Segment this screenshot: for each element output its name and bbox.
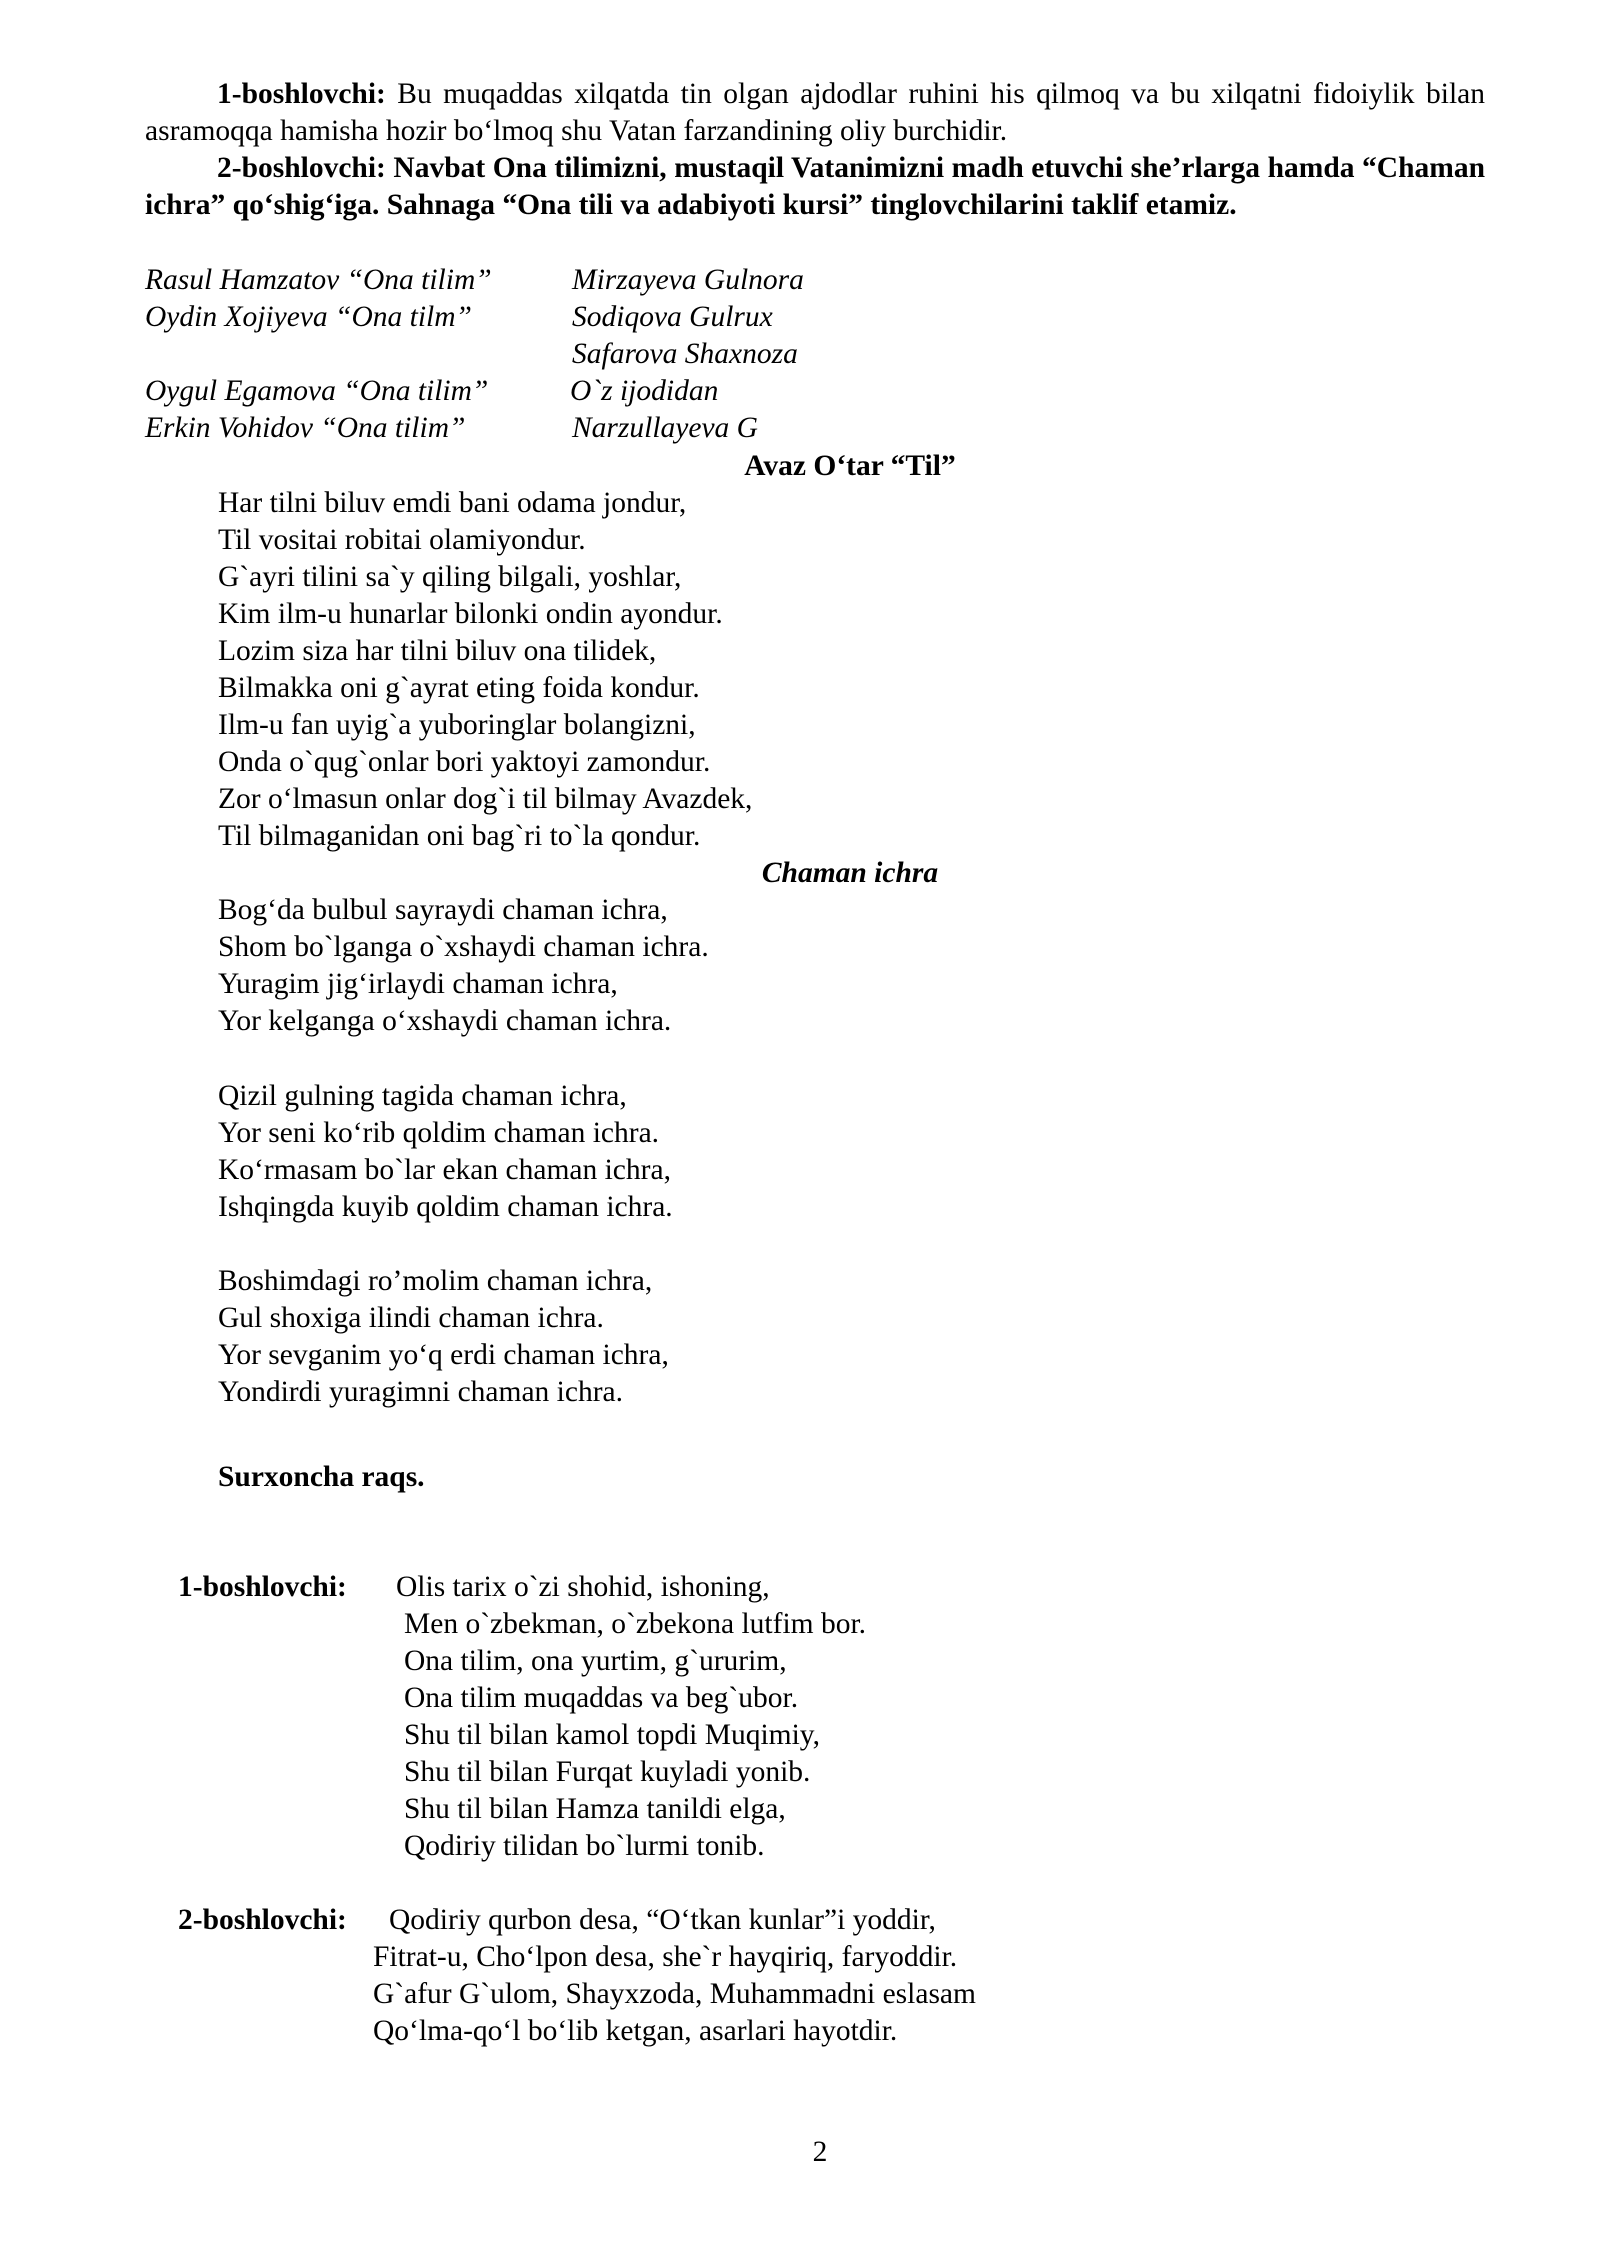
song-line: Bog‘da bulbul sayraydi chaman ichra, (218, 894, 668, 926)
verse-line: G`afur G`ulom, Shayxzoda, Muhammadni eslasam (373, 1978, 976, 2010)
program-poem-2: Oydin Xojiyeva “Ona tilm” (145, 301, 472, 333)
poem-line: Zor o‘lmasun onlar dog`i til bilmay Avazdek, (218, 783, 753, 815)
verse-line: Men o`zbekman, o`zbekona lutfim bor. (404, 1608, 867, 1640)
poem-line: Lozim siza har tilni biluv ona tilidek, (218, 635, 657, 667)
program-poem-5: Erkin Vohidov “Ona tilim” (145, 412, 466, 444)
dance-announcement: Surxoncha raqs. (218, 1461, 425, 1493)
poem-line: Ilm-u fan uyig`a yuboringlar bolangizni, (218, 709, 696, 741)
verse-line: Qo‘lma-qo‘l bo‘lib ketgan, asarlari hayotdir. (373, 2015, 898, 2047)
song-stanza-2 (218, 1078, 673, 1226)
intro-text-1: Bu muqaddas xilqatda tin olgan ajdodlar ruhini his qilmoq va bu xilqatni fidoiylik bilan asramoqqa hamisha hozir bo‘lmoq shu Vatan farzandining oliy burchidir. (145, 78, 1485, 147)
song-line: Boshimdagi ro’molim chaman ichra, (218, 1265, 653, 1297)
host1-label: 1-boshlovchi: (217, 78, 386, 110)
song-line: Yondirdi yuragimni chaman ichra. (218, 1376, 624, 1408)
verse-line: Shu til bilan kamol topdi Muqimiy, (404, 1719, 821, 1751)
song-line: Gul shoxiga ilindi chaman ichra. (218, 1302, 604, 1334)
program-performer-3: Safarova Shaxnoza (572, 338, 798, 370)
verse-line: Shu til bilan Hamza tanildi elga, (404, 1793, 786, 1825)
song-line: Shom bo`lganga o`xshaydi chaman ichra. (218, 931, 709, 963)
verse-line: Olis tarix o`zi shohid, ishoning, (396, 1571, 770, 1603)
poem-line: Kim ilm-u hunarlar bilonki ondin ayondur. (218, 598, 723, 630)
song-line: Qizil gulning tagida chaman ichra, (218, 1080, 627, 1112)
page-number: 2 (812, 2136, 828, 2168)
poem-line: Har tilni biluv emdi bani odama jondur, (218, 487, 687, 519)
verse-line: Qodiriy qurbon desa, “O‘tkan kunlar”i yoddir, (389, 1904, 936, 1936)
program-performer-2: Sodiqova Gulrux (572, 301, 773, 333)
song-stanza-3 (218, 1263, 669, 1411)
verse-line: Ona tilim, ona yurtim, g`ururim, (404, 1645, 787, 1677)
poem-line: Til vositai robitai olamiyondur. (218, 524, 586, 556)
poem-title: Avaz O‘tar “Til” (744, 450, 956, 482)
intro-paragraph-1 (145, 76, 1485, 150)
poem-line: Onda o`qug`onlar bori yaktoyi zamondur. (218, 746, 711, 778)
program-performer-5: Narzullayeva G (572, 412, 758, 444)
poem-lines (218, 485, 752, 855)
host2-verse (373, 1939, 976, 2050)
song-line: Yor sevganim yo‘q erdi chaman ichra, (218, 1339, 669, 1371)
poem-line: Til bilmaganidan oni bag`ri to`la qondur. (218, 820, 701, 852)
program-poem-1: Rasul Hamzatov “Ona tilim” (145, 264, 492, 296)
song-line: Ishqingda kuyib qoldim chaman ichra. (218, 1191, 673, 1223)
poem-line: Bilmakka oni g`ayrat eting foida kondur. (218, 672, 700, 704)
verse-line: Fitrat-u, Cho‘lpon desa, she`r hayqiriq, faryoddir. (373, 1941, 958, 1973)
verse-line: Ona tilim muqaddas va beg`ubor. (404, 1682, 799, 1714)
host1-verse (396, 1569, 866, 1865)
intro-text-2: 2-boshlovchi: Navbat Ona tilimizni, mustaqil Vatanimizni madh etuvchi she’rlarga hamda “Chaman ichra” qo‘shig‘iga. Sahnaga “Ona tili va adabiyoti kursi” tinglovchilarini taklif etamiz. (145, 152, 1485, 221)
program-performer-4: O`z ijodidan (570, 375, 719, 407)
song-line: Yor kelganga o‘xshaydi chaman ichra. (218, 1005, 672, 1037)
song-line: Yor seni ko‘rib qoldim chaman ichra. (218, 1117, 660, 1149)
intro-paragraph-2 (145, 150, 1485, 224)
verse-line: Shu til bilan Furqat kuyladi yonib. (404, 1756, 811, 1788)
song-line: Yuragim jig‘irlaydi chaman ichra, (218, 968, 618, 1000)
host1-speaker-label: 1-boshlovchi: (178, 1571, 347, 1603)
verse-line: Qodiriy tilidan bo`lurmi tonib. (404, 1830, 765, 1862)
song-stanza-1 (218, 892, 709, 1040)
poem-line: G`ayri tilini sa`y qiling bilgali, yoshlar, (218, 561, 682, 593)
program-performer-1: Mirzayeva Gulnora (572, 264, 804, 296)
song-line: Ko‘rmasam bo`lar ekan chaman ichra, (218, 1154, 671, 1186)
program-poem-4: Oygul Egamova “Ona tilim” (145, 375, 489, 407)
song-title: Chaman ichra (761, 857, 939, 889)
host2-speaker-label: 2-boshlovchi: (178, 1904, 347, 1936)
